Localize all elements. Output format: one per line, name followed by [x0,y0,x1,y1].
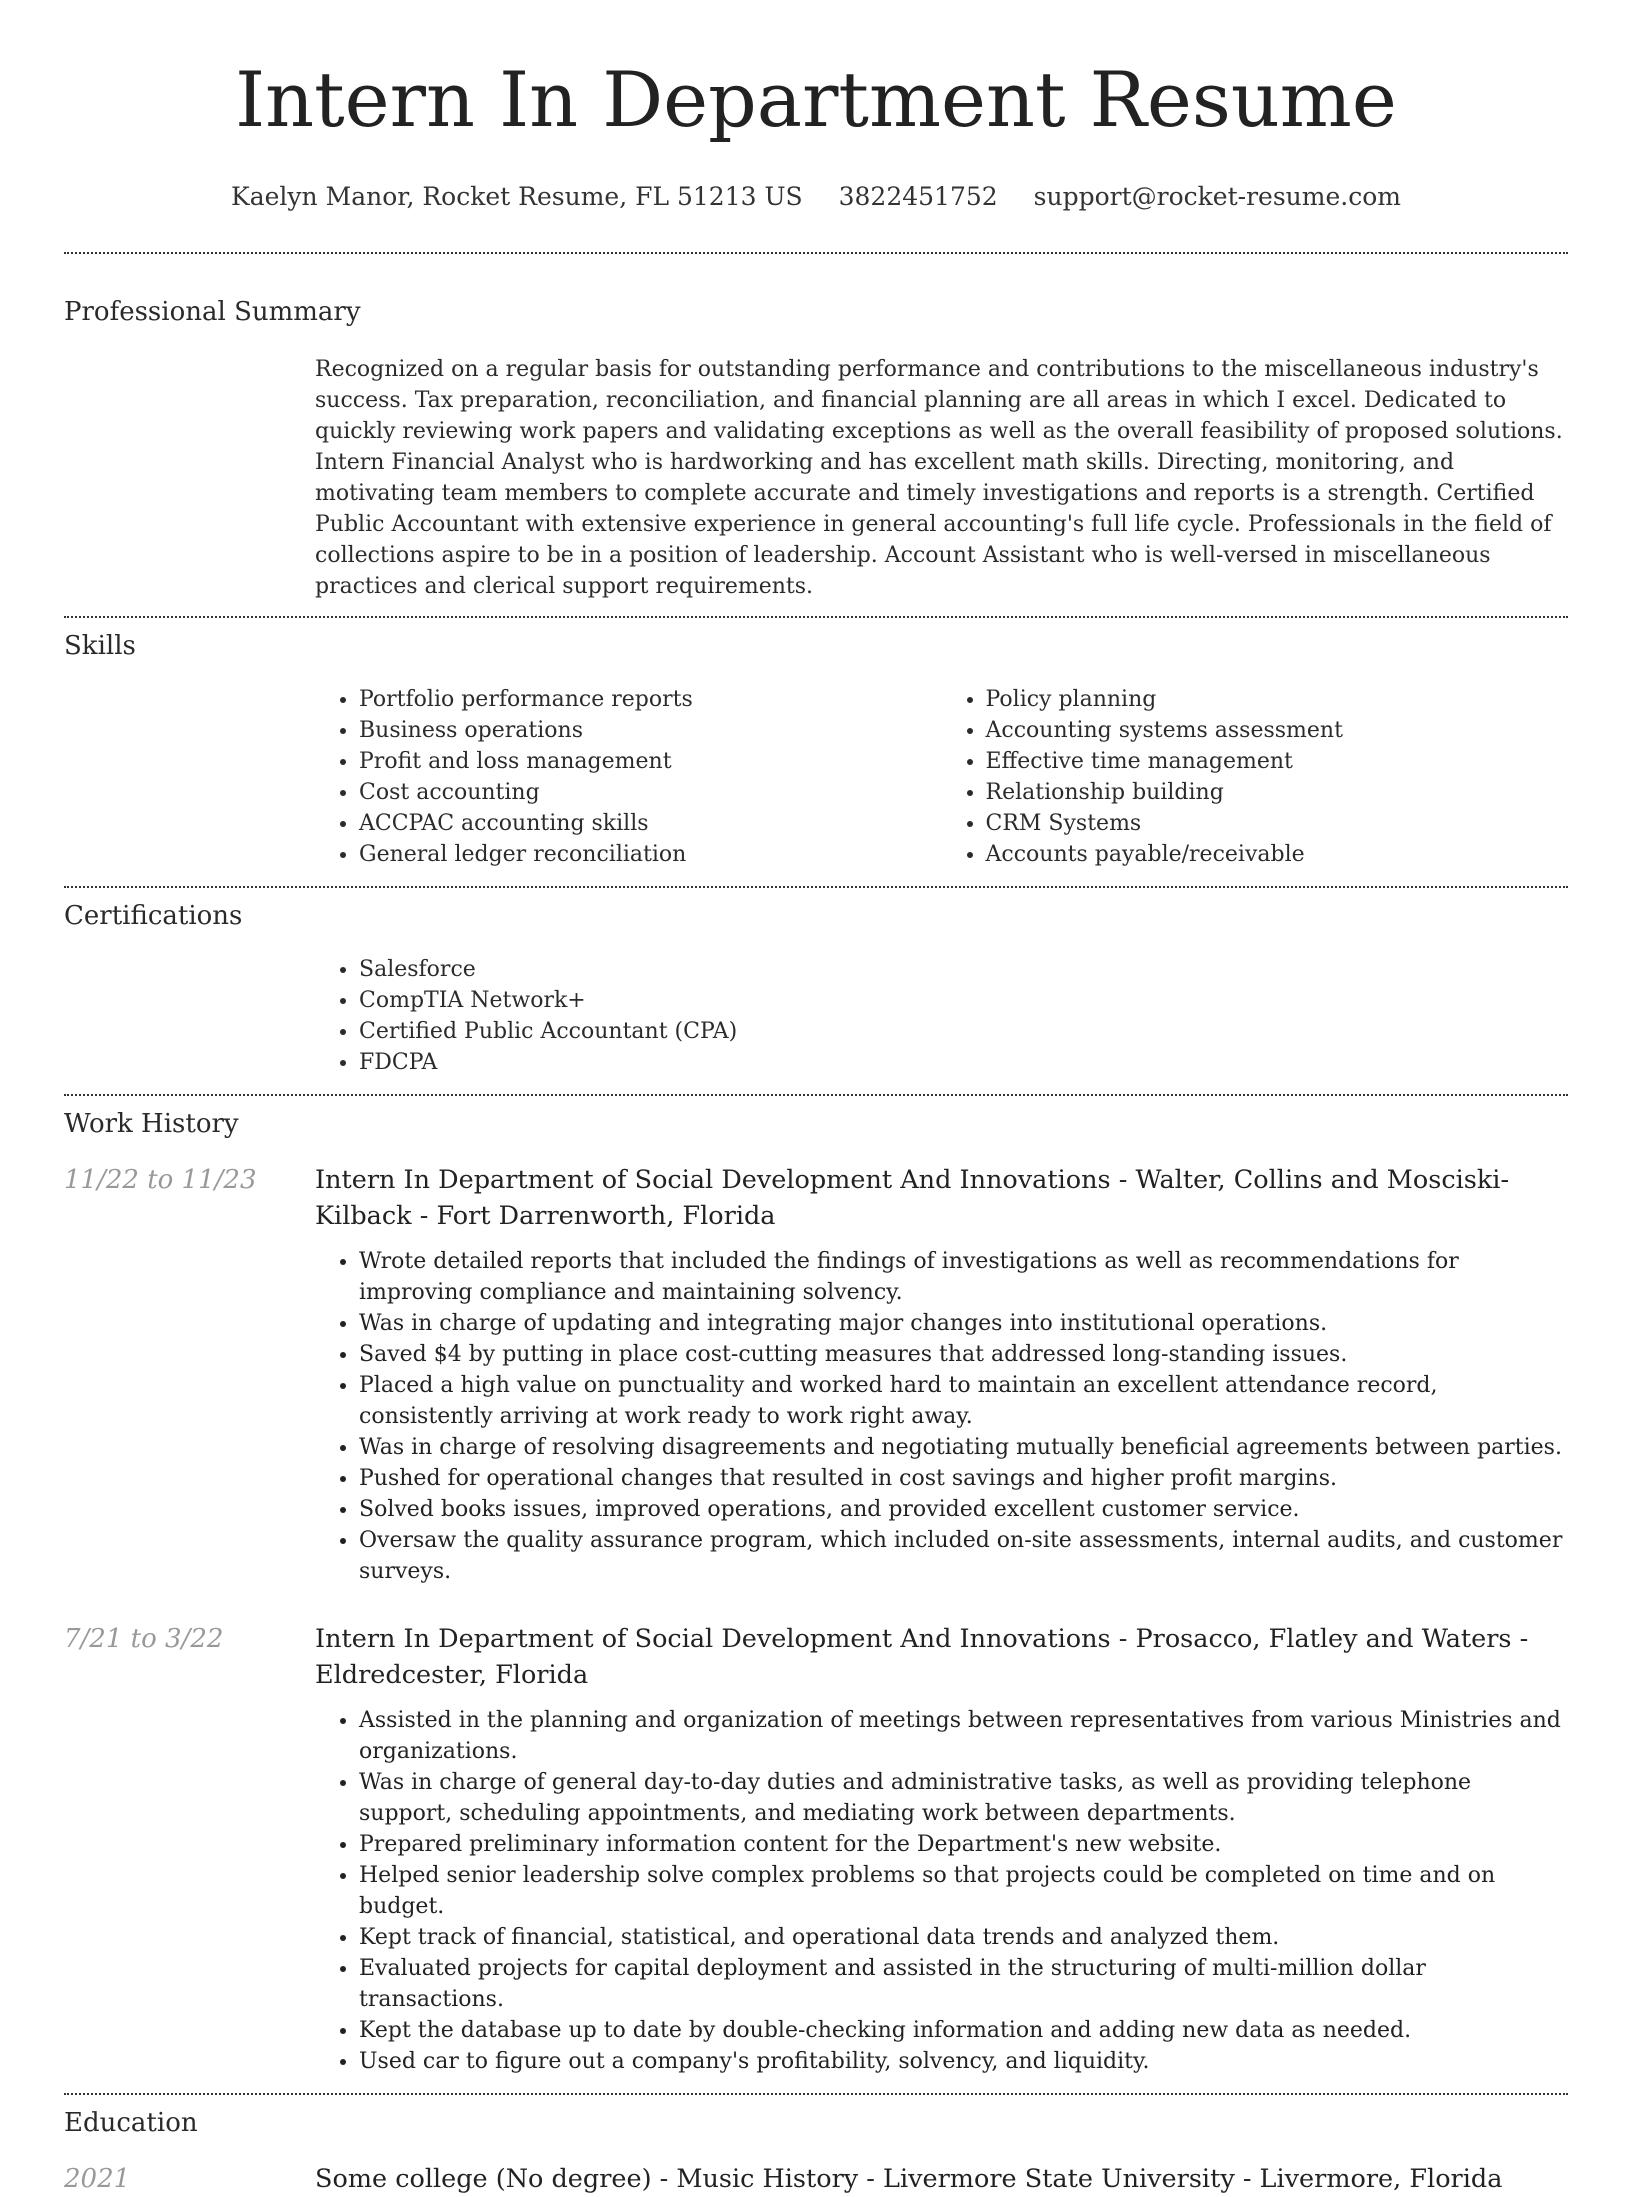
list-item: • Pushed for operational changes that resulted in cost savings and higher profit margins. [359,1463,1568,1494]
certifications-list [315,954,1568,1078]
list-item: • Cost accounting [359,777,942,808]
education-text: Some college (No degree) - Music History - Livermore State University - Livermore, Florida [315,2164,1503,2194]
list-item: • Kept the database up to date by double-checking information and adding new data as needed. [359,2015,1568,2046]
skills-list [315,684,1568,870]
education-entry [0,2161,1632,2197]
divider [64,252,1568,254]
list-item: • Placed a high value on punctuality and worked hard to maintain an excellent attendance record, consistently arriving at work ready to work right away. [359,1370,1568,1432]
skills-column-left [315,684,942,870]
list-item: • ACCPAC accounting skills [359,808,942,839]
list-item: • Wrote detailed reports that included the findings of investigations as well as recommendations for improving compliance and maintaining solvency. [359,1246,1568,1308]
list-item: • Was in charge of updating and integrating major changes into institutional operations. [359,1308,1568,1339]
job-company: - Prosacco, Flatley and Waters - Eldredcester, Florida [315,1624,1529,1690]
job-bullets [315,1705,1568,2077]
section-title-summary: Professional Summary [64,297,361,327]
list-item: • Saved $4 by putting in place cost-cutting measures that addressed long-standing issues. [359,1339,1568,1370]
section-title-certifications: Certifications [64,901,243,931]
divider [64,1094,1568,1096]
list-item: • Accounting systems assessment [986,715,1569,746]
job-date: 7/21 to 3/22 [64,1624,224,1654]
contact-phone: 3822451752 [838,182,998,211]
section-title-skills: Skills [64,631,136,661]
list-item: • Accounts payable/receivable [986,839,1569,870]
summary-text: Recognized on a regular basis for outstanding performance and contributions to the miscellaneous industry's success. Tax preparation, reconciliation, and financial planning are all areas in which I excel. Dedicated to quickly reviewing work papers and validating exceptions as well as the overall feasibility of proposed solutions. Intern Financial Analyst who is hardworking and has excellent math skills. Directing, monitoring, and motivating team members to complete accurate and timely investigations and reports is a strength. Certified Public Accountant with extensive experience in general accounting's full life cycle. Professionals in the field of collections aspire to be in a position of leadership. Account Assistant who is well-versed in miscellaneous practices and clerical support requirements. [315,357,1563,599]
divider [64,616,1568,618]
list-item: • Was in charge of general day-to-day duties and administrative tasks, as well as providing telephone support, scheduling appointments, and mediating work between departments. [359,1767,1568,1829]
job-entry [0,1621,1632,2077]
section-title-education: Education [64,2108,198,2138]
education-date: 2021 [64,2164,131,2194]
list-item: • Prepared preliminary information content for the Department's new website. [359,1829,1568,1860]
list-item: • Policy planning [986,684,1569,715]
list-item: • Used car to figure out a company's profitability, solvency, and liquidity. [359,2046,1568,2077]
list-item: • Effective time management [986,746,1569,777]
job-entry [0,1162,1632,1587]
section-title-work-history: Work History [64,1109,239,1139]
list-item: • General ledger reconciliation [359,839,942,870]
job-role: Intern In Department of Social Development And Innovations [315,1165,1111,1195]
list-item: • CRM Systems [986,808,1569,839]
divider [64,2093,1568,2095]
job-title [315,1621,1568,1693]
job-title [315,1162,1568,1234]
list-item: • Was in charge of resolving disagreements and negotiating mutually beneficial agreements between parties. [359,1432,1568,1463]
page-title: Intern In Department Resume [235,55,1397,144]
list-item: • Evaluated projects for capital deployment and assisted in the structuring of multi-million dollar transactions. [359,1953,1568,2015]
contact-email: support@rocket-resume.com [1033,182,1401,211]
list-item: • Portfolio performance reports [359,684,942,715]
job-role: Intern In Department of Social Development And Innovations [315,1624,1111,1654]
divider [64,886,1568,888]
skills-column-right [942,684,1569,870]
list-item: • Kept track of financial, statistical, and operational data trends and analyzed them. [359,1922,1568,1953]
list-item: • Certified Public Accountant (CPA) [359,1016,1568,1047]
list-item: • Business operations [359,715,942,746]
list-item: • Profit and loss management [359,746,942,777]
list-item: • Assisted in the planning and organization of meetings between representatives from various Ministries and organizations. [359,1705,1568,1767]
list-item: • Relationship building [986,777,1569,808]
contact-line [0,182,1632,212]
job-date: 11/22 to 11/23 [64,1165,257,1195]
job-bullets [315,1246,1568,1587]
list-item: • Solved books issues, improved operations, and provided excellent customer service. [359,1494,1568,1525]
list-item: • FDCPA [359,1047,1568,1078]
contact-address: Kaelyn Manor, Rocket Resume, FL 51213 US [231,182,803,211]
job-company: - Walter, Collins and Mosciski-Kilback - Fort Darrenworth, Florida [315,1165,1510,1231]
list-item: • Helped senior leadership solve complex problems so that projects could be completed on time and on budget. [359,1860,1568,1922]
list-item: • Salesforce [359,954,1568,985]
list-item: • CompTIA Network+ [359,985,1568,1016]
list-item: • Oversaw the quality assurance program, which included on-site assessments, internal audits, and customer surveys. [359,1525,1568,1587]
